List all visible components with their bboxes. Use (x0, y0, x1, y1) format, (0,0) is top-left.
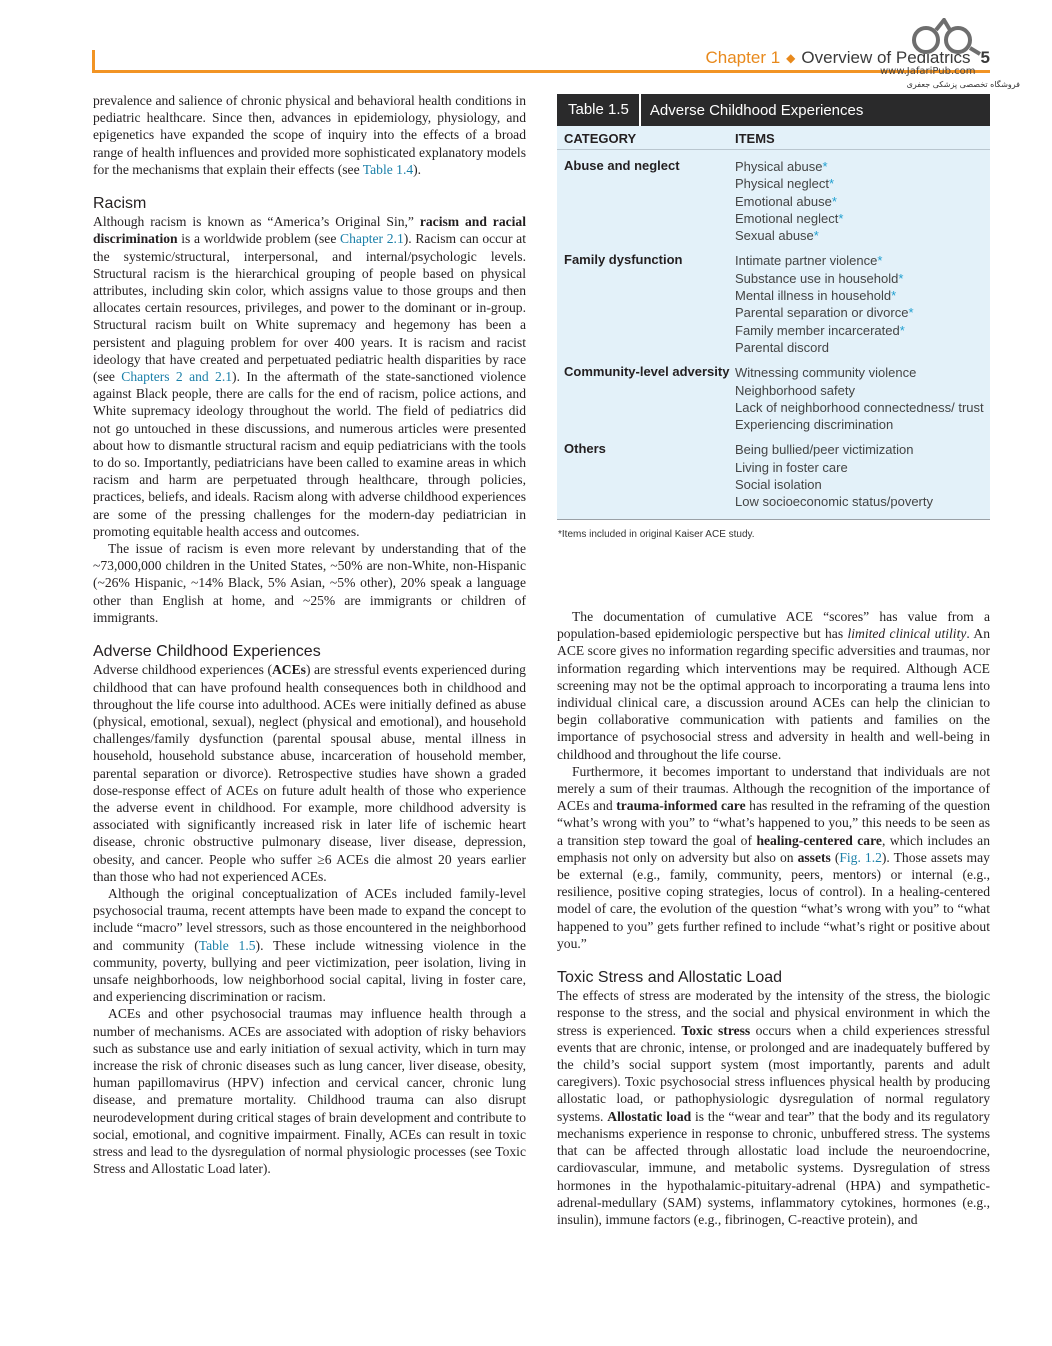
racism-heading: Racism (93, 195, 147, 213)
watermark-url: www.JafariPub.com (880, 66, 976, 77)
table-item: Parental separation or divorce* (735, 305, 914, 321)
table-item: Mental illness in household* (735, 288, 897, 304)
table-item: Emotional abuse* (735, 193, 837, 209)
table-row (557, 150, 990, 244)
column-header-category: CATEGORY (564, 131, 637, 146)
table-item: Being bullied/peer victimization (735, 442, 914, 458)
table-footnote: *Items included in original Kaiser ACE study. (558, 528, 755, 540)
table-items (735, 364, 984, 433)
diamond-icon: ◆ (786, 51, 796, 65)
asterisk-marker: * (891, 288, 897, 304)
right-column (557, 608, 990, 1228)
table-1-5-link[interactable]: Table 1.5 (198, 937, 256, 953)
toxic-stress-paragraph: The effects of stress are moderated by the intensity of the stress, the biologic response to the stress, and the social and physical environment in which the stress is experienced. Toxic stress occurs when a child experiences stressful events that are chronic, intense, or prolonged and are inadequately buffered by the child’s social support system (most importantly, parents and adult caregivers). Toxic psychosocial stress influences physical health by producing allostatic load, or pathophysiologic dysregulation of normal regulatory systems. Allostatic load is the “wear and tear” that the body and its regulatory mechanisms experience in response to chronic, unbuffered stress. The systems that can be affected through allostatic load include the neuroendocrine, cardiovascular, immune, and metabolic systems. Dysregulation of stress hormones in the hypothalamic-pituitary-adrenal (HPA) and sympathetic-adrenal-medullary (SAM) systems, inflammatory cytokines, hormones (e.g., insulin), immune factors (e.g., fibrinogen, C-reactive protein), and (557, 988, 991, 1227)
chapter-label: Chapter 1 (705, 48, 781, 67)
table-item: Family member incarcerated* (735, 322, 905, 338)
chapters-2-and-2-1-link[interactable]: Chapters 2 and 2.1 (121, 369, 233, 385)
table-item: Living in foster care (735, 459, 848, 475)
watermark (880, 18, 1020, 89)
table-item: Neighborhood safety (735, 382, 855, 398)
right-paragraph-1: The documentation of cumulative ACE “scores” has value from a population-based epidemiologic perspective but has limited clinical utility. An ACE score gives no information regarding specific adversities and traumas, nor information regarding which interventions may be required. Although ACE screening may not be the optimal approach to incorporating a trauma lens into individual clinical care, a discussion around ACEs can help the clinician to begin collaborative communication with patients and families on the importance of psychosocial stress and adversity in health and well-being in childhood and throughout the life course. (557, 609, 990, 762)
page-number: 5 (980, 48, 990, 67)
table-rows (557, 150, 990, 511)
table-title: Adverse Childhood Experiences (649, 101, 864, 119)
table-item: Social isolation (735, 477, 822, 493)
chapter-2-1-link[interactable]: Chapter 2.1 (340, 231, 404, 247)
racism-paragraph-2: The issue of racism is even more relevant by understanding that of the ~73,000,000 children in the United States, ~50% are non-White, non-Hispanic (~26% Hispanic, ~14% Black, 5% Asian, ~5% other), 20% speak a language other than English at home, and ~25% are immigrants or children of immigrants. (93, 541, 526, 625)
table-column-headers (557, 126, 990, 150)
table-header (557, 94, 990, 126)
table-item: Witnessing community violence (735, 365, 917, 381)
racism-paragraph-1: Although racism is known as “America’s Original Sin,” racism and racial discrimination is a worldwide problem (see Chapter 2.1). Racism can occur at the systemic/structural, interpersonal, and internal/psychologic levels. Structural racism is the hierarchical grouping of people based on physical attributes, including skin color, which assigns value to those groups and then allocates certain resources, privileges, and power to the dominant or in-group. Structural racism built on White supremacy and hegemony has been a persistent and plaguing problem for over 400 years. It is racism and racist ideology that have created and perpetuated pediatric health disparities by race (see Chapters 2 and 2.1). In the aftermath of the state-sanctioned violence against Black people, there are calls for the end of racism, police actions, and White supremacy ideology throughout the world. The field of pediatrics did not go untouched in these discussions, and numerous articles were presented about how to dismantle structural racism and equip pediatricians with the tools to do so. Importantly, pediatricians have been called to examine areas in which racism and harm are perpetuated through healthcare, through policies, practices, beliefs, and ideals. Racism along with adverse childhood experiences are some of the pressing challenges for the modern-day pediatrician in promoting equitable health access and outcomes. (93, 214, 527, 539)
asterisk-marker: * (908, 305, 914, 321)
asterisk-marker: * (898, 270, 904, 286)
table-item: Physical abuse* (735, 159, 828, 174)
table-items (735, 441, 933, 510)
asterisk-marker: * (822, 159, 828, 174)
table-item: Parental discord (735, 339, 829, 355)
table-1-4-link[interactable]: Table 1.4 (362, 161, 414, 177)
table-body (557, 126, 990, 520)
table-items (735, 158, 843, 244)
table-1-5 (557, 94, 990, 540)
asterisk-marker: * (813, 228, 819, 244)
table-item: Physical neglect* (735, 176, 835, 192)
table-item: Sexual abuse* (735, 228, 819, 244)
fig-1-2-link[interactable]: Fig. 1.2 (839, 849, 882, 865)
toxic-stress-heading: Toxic Stress and Allostatic Load (557, 969, 783, 987)
table-item: Substance use in household* (735, 270, 904, 286)
table-item: Lack of neighborhood connectedness/ trust (735, 399, 984, 415)
ace-paragraph-1: Adverse childhood experiences (ACEs) are stressful events experienced during childhood that can have profound health consequences both in childhood and throughout the life course into adulthood. ACEs were initially defined as abuse (physical, emotional, sexual), neglect (physical and emotional), and household challenges/family dysfunction (parental spousal abuse, mental illness in household, household substance abuse, incarceration of household member, parental separation or divorce). Retrospective studies have shown a graded dose-response effect of ACEs on future adult health of those who experience the adverse event in childhood. For example, more childhood adversity is associated with significantly increased risk in later life of ischemic heart disease, chronic obstructive pulmonary disease, liver disease, depression, obesity, and cancer. People who suffer ≥6 ACEs die almost 20 years earlier than those who had not experienced ACEs. (93, 662, 526, 884)
left-column (93, 92, 526, 1177)
table-item: Low socioeconomic status/poverty (735, 494, 933, 510)
table-items (735, 252, 914, 356)
column-header-items: ITEMS (735, 131, 775, 146)
asterisk-marker: * (828, 176, 835, 192)
table-item: Emotional neglect* (735, 210, 844, 226)
asterisk-marker: * (838, 210, 844, 226)
table-item: Experiencing discrimination (735, 417, 894, 433)
table-row (557, 433, 990, 510)
right-paragraph-2: Furthermore, it becomes important to understand that individuals are not merely a sum of their traumas. Although the recognition of the importance of ACEs and trauma-informed care has resulted in the reframing of the question “what’s wrong with you” to “what’s happened to you,” this needs to be seen as a transition step toward the goal of healing-centered care, which includes an emphasis not only on adversity but also on assets (Fig. 1.2). Those assets may be external (e.g., family, community, peers, mentors) or internal (e.g., resilience, positive coping strategies, locus of control). In a healing-centered model of care, the evolution of the question “what’s wrong with you” to “what happened to you” gets further refined to include “what’s right or positive about you.” (557, 763, 991, 951)
asterisk-marker: * (877, 253, 883, 269)
table-row (557, 244, 990, 356)
table-category: Family dysfunction (564, 252, 683, 268)
table-category: Abuse and neglect (564, 158, 680, 173)
asterisk-marker: * (899, 322, 905, 338)
ace-paragraph-2: Although the original conceptualization of ACEs included family-level psychosocial trauma, recent attempts have been made to expand the concept to include “macro” level stressors, such as those encountered in the neighborhood and community (Table 1.5). These include witnessing violence in the community, poverty, bullying and peer victimization, peer isolation, living in unsafe neighborhoods, low neighborhood social capital, living in foster care, and experiencing discrimination or racism. (93, 885, 527, 1005)
table-row (557, 356, 990, 433)
ace-paragraph-3: ACEs and other psychosocial traumas may influence health through a number of mechanisms. ACEs are associated with adoption of risky behaviors such as substance use and early initiation of sexual activity, which in turn may increase the risk of chronic diseases such as lung cancer, liver disease, obesity, human papillomavirus (HPV) infection and cervical cancer, chronic lung disease, and premature mortality. Childhood trauma can also disrupt neurodevelopment during critical stages of brain development and contribute to social, emotional, and cognitive impairment. Finally, ACEs can result in toxic stress and lead to the dysregulation of normal physiologic processes (see Toxic Stress and Allostatic Load later). (93, 1006, 526, 1177)
header-rule (92, 70, 990, 73)
table-category: Community-level adversity (564, 364, 730, 380)
watermark-persian: فروشگاه تخصصی پزشکی جعفری (906, 80, 1020, 89)
ace-heading: Adverse Childhood Experiences (93, 643, 321, 661)
table-number: Table 1.5 (557, 94, 641, 126)
chapter-title: Overview of Pediatrics (801, 48, 971, 67)
table-item: Intimate partner violence* (735, 253, 883, 269)
publisher-logo-icon (906, 18, 986, 60)
table-category: Others (564, 441, 606, 457)
intro-paragraph: prevalence and salience of chronic physical and behavioral health conditions in pediatric healthcare. Since then, advances in epidemiology, physiology, and epigenetics have expanded the scope of inquiry into the effects of a broad range of health influences and provided more sophisticated explanatory models for the mechanisms that explain their effects (see Table 1.4). (93, 93, 526, 177)
asterisk-marker: * (831, 193, 837, 209)
